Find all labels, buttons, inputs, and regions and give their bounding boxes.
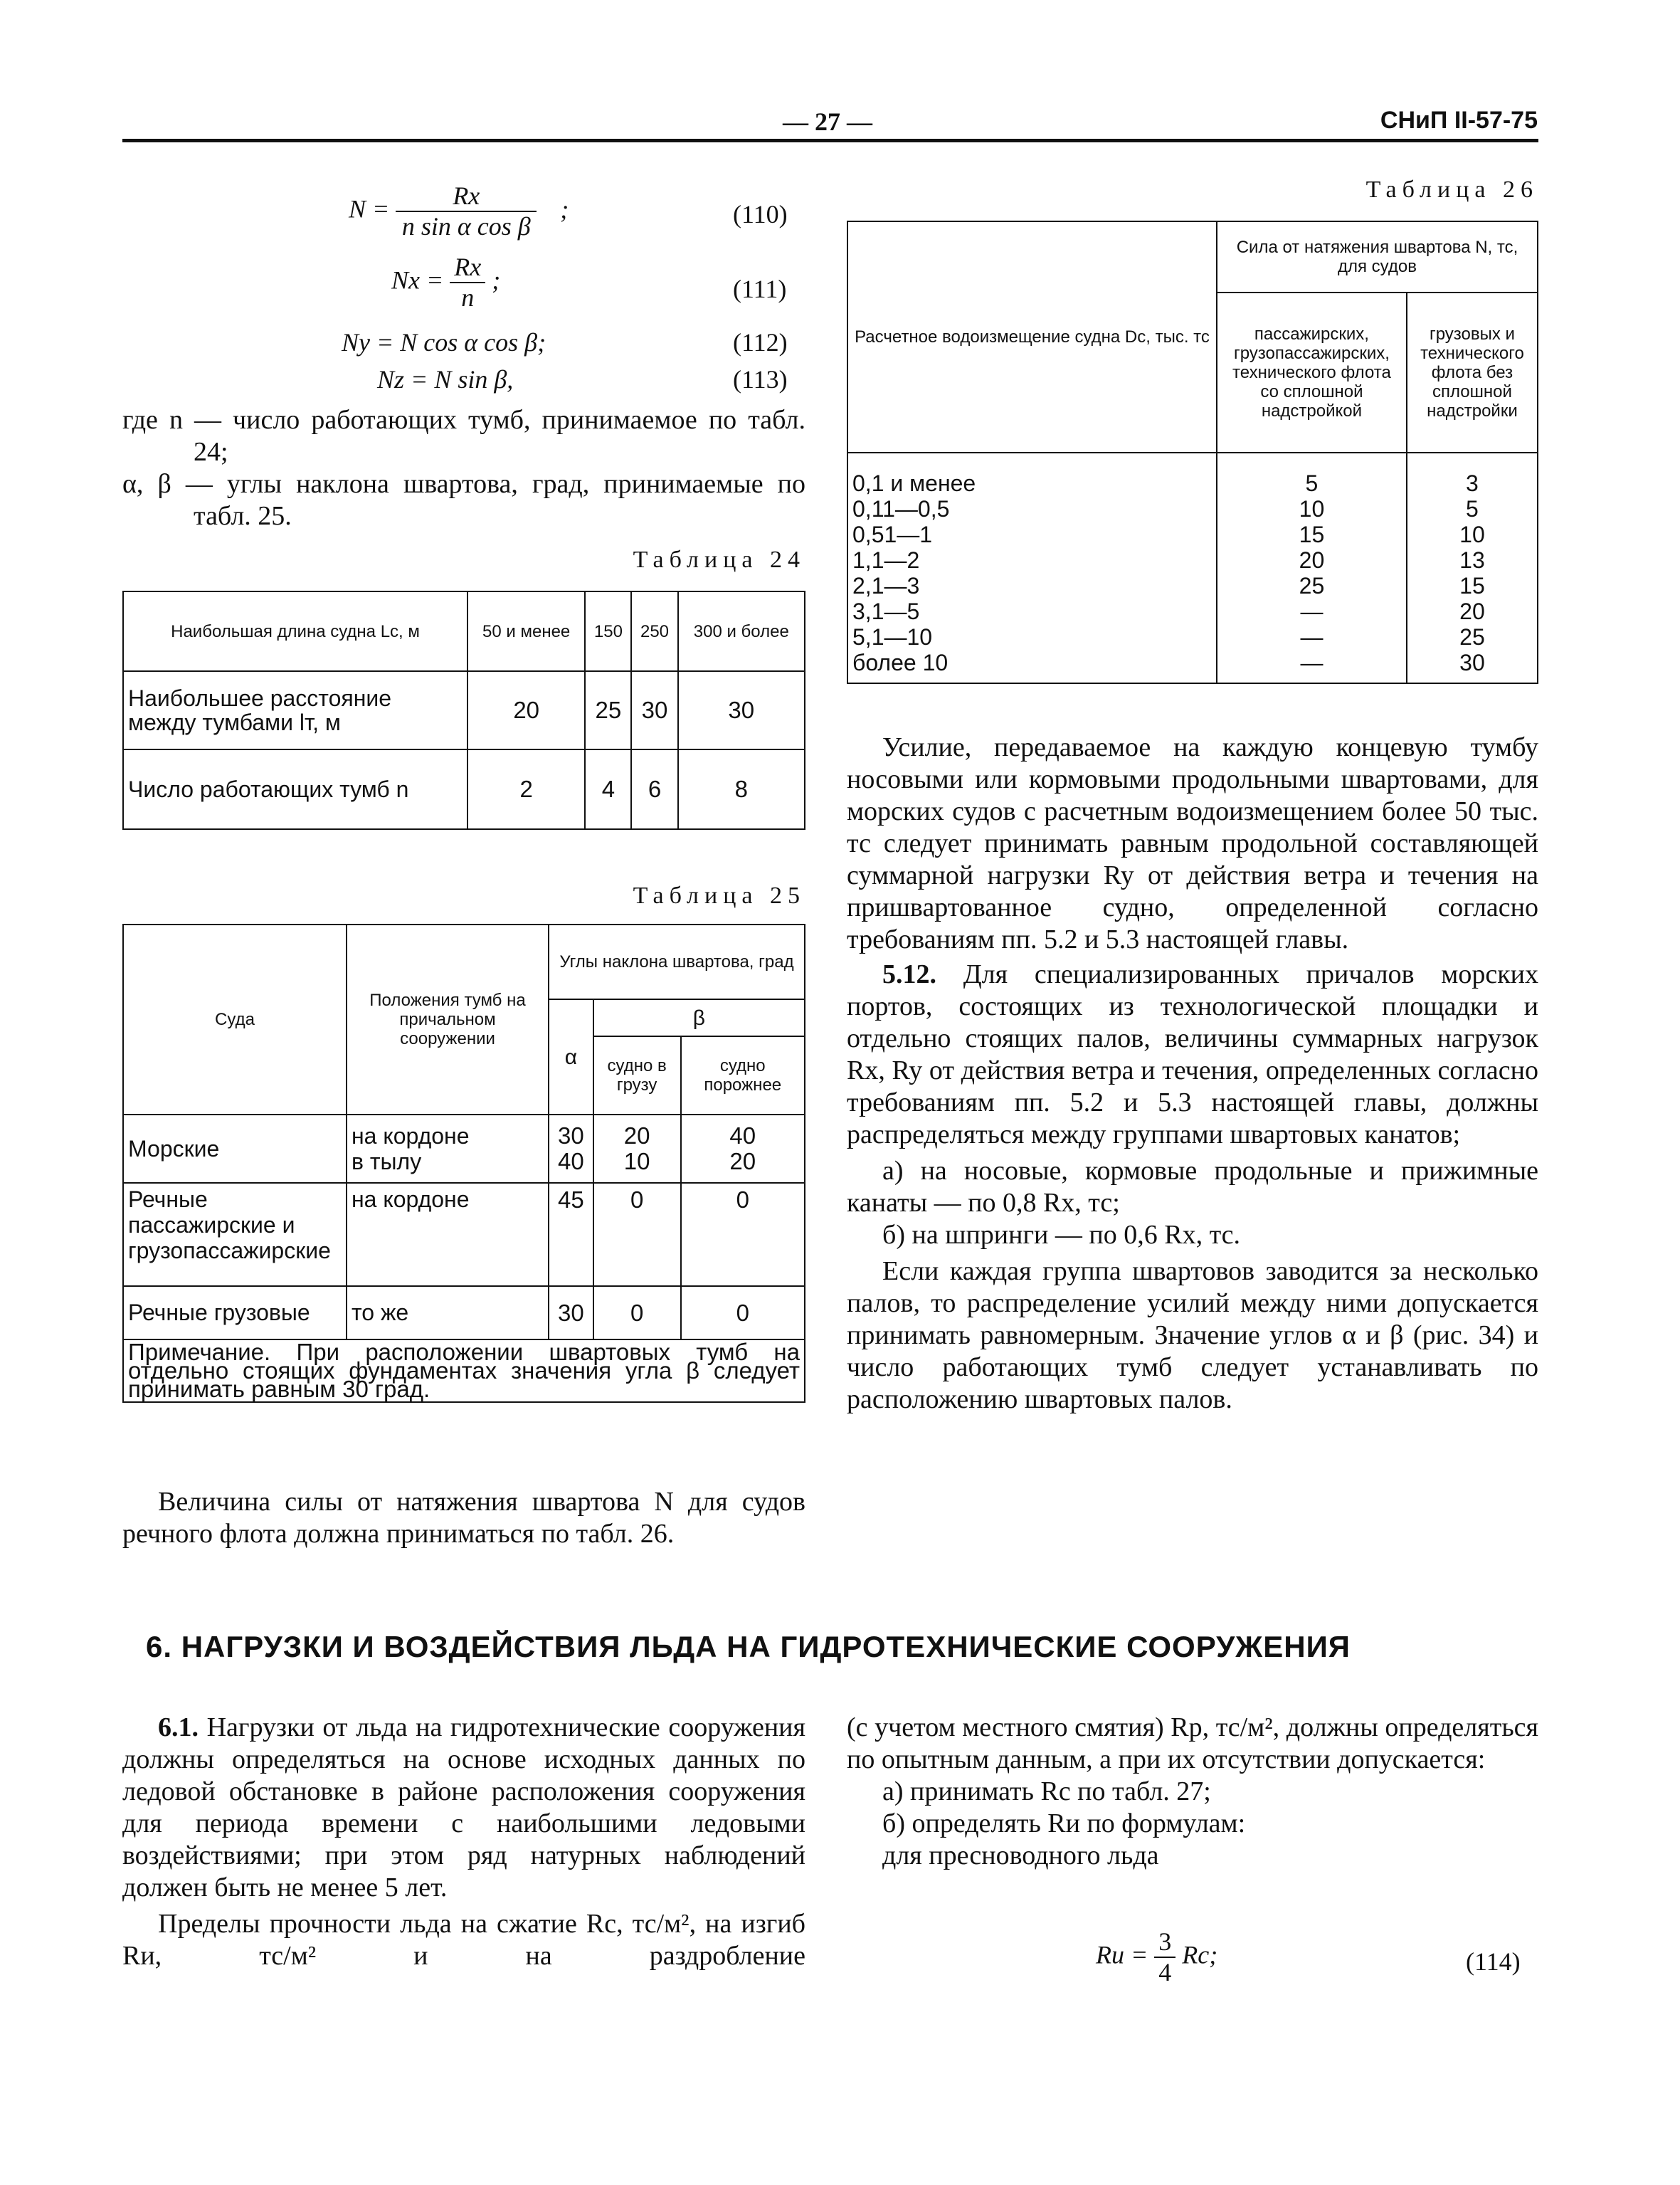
paragraph-5-12	[847, 959, 1538, 1151]
paragraph-ice-strength: Пределы прочности льда на сжатие Rс, тс/м², на изгиб Rи, тс/м² и на раздробление	[122, 1909, 805, 1971]
table26-cargo-column: 3 5 10 13 15 20 25 30	[1407, 453, 1538, 683]
table25-ship: Морские	[123, 1115, 347, 1183]
table-row	[123, 671, 805, 749]
formula-110-numerator: Rx	[396, 181, 537, 212]
paragraph-ice-crushing: (с учетом местного смятия) Rр, тс/м², должны определяться по опытным данным, а при их отсутствии допускается:	[847, 1712, 1538, 1774]
table25-caption: Таблица 25	[633, 883, 805, 909]
table24-header-cell: 300 и более	[678, 591, 805, 671]
table25-alpha: 30	[549, 1286, 593, 1339]
table24-row-label: Наибольшее расстояние между тумбами lт, м	[123, 671, 467, 749]
formula-112: Ny = N cos α cos β;	[342, 328, 546, 357]
table25-header-ships: Суда	[123, 925, 347, 1115]
formula-114-rhs: Rс;	[1182, 1940, 1218, 1969]
table24-cell: 20	[467, 671, 585, 749]
table-row	[847, 453, 1538, 683]
list-item-b-formulas: б) определять Rи по формулам:	[882, 1808, 1246, 1838]
where-n-text: где n — число работающих тумб, принимаемое по табл. 24;	[122, 405, 805, 467]
formula-114-number: (114)	[1466, 1947, 1521, 1976]
paragraph-6-1-text: Нагрузки от льда на гидротехнические сооружения должны определяться на основе исходных данных по ледовой обстановке в районе расположения сооружения для периода времени с наибольшими ледовыми воздействиями; при этом ряд натурных наблюдений должен быть не менее 5 лет.	[122, 1712, 806, 1902]
table25-beta-loaded: 0	[593, 1286, 681, 1339]
paragraph-5-12-text: Для специализированных причалов морских портов, состоящих из технологической площадки и отдельно стоящих палов, величины суммарных нагрузок Rx, Ry от действия ветра и течения, определенных согласно требованиям пп. 5.2 и 5.3 настоящей главы, должны распределяться между группами швартовых канатов;	[847, 959, 1538, 1149]
paragraph-5-12-number: 5.12.	[882, 959, 936, 989]
table25-header-position: Положения тумб на причальном сооружении	[347, 925, 549, 1115]
table26-displacement-column: 0,1 и менее 0,11—0,5 0,51—1 1,1—2 2,1—3 3,1—5 5,1—10 более 10	[847, 453, 1217, 683]
formula-113: Nz = N sin β,	[377, 365, 514, 394]
formula-114	[1096, 1927, 1217, 1988]
paragraph-6-1-number: 6.1.	[158, 1712, 199, 1742]
formula-110-tail: ;	[560, 194, 569, 223]
table26-header-passenger: пассажирских, грузопассажирских, технического флота со сплошной надстройкой	[1217, 293, 1407, 453]
table24-header-cell: 250	[631, 591, 677, 671]
table25-beta-empty: 0	[681, 1286, 805, 1339]
table25-beta-empty: 0	[681, 1183, 805, 1286]
table-row	[123, 1183, 805, 1286]
list-item-b: б) на шпринги — по 0,6 Rx, тс.	[882, 1220, 1240, 1250]
table24-cell: 30	[631, 671, 677, 749]
section-6-right-column	[847, 1712, 1538, 1872]
table25-alpha: 45	[549, 1183, 593, 1286]
formula-111-lhs: Nx =	[391, 265, 444, 295]
table25-alpha: 30 40	[549, 1115, 593, 1183]
table24-header-cell: Наибольшая длина судна Lс, м	[123, 591, 467, 671]
table26-caption: Таблица 26	[1365, 177, 1538, 203]
formula-114-fraction	[1154, 1927, 1176, 1988]
document-code: СНиП II-57-75	[1380, 107, 1538, 134]
table26-header-row-1	[847, 221, 1538, 293]
formula-110-number: (110)	[733, 200, 788, 228]
table24-cell: 25	[585, 671, 631, 749]
formula-112-number: (112)	[733, 328, 788, 357]
table-row	[123, 749, 805, 829]
section-6-title: 6. НАГРУЗКИ И ВОЗДЕЙСТВИЯ ЛЬДА НА ГИДРОТЕХНИЧЕСКИЕ СООРУЖЕНИЯ	[146, 1630, 1351, 1663]
table24-cell: 2	[467, 749, 585, 829]
table25-note-row	[123, 1339, 805, 1402]
formula-110-denominator: n sin α cos β	[401, 212, 531, 241]
formula-114-numerator: 3	[1154, 1927, 1176, 1958]
table26-header-cargo: грузовых и технического флота без сплошной надстройки	[1407, 293, 1538, 453]
right-column-text	[847, 732, 1538, 1416]
table25-position: на кордоне	[347, 1183, 549, 1286]
table24-cell: 6	[631, 749, 677, 829]
table25-position: то же	[347, 1286, 549, 1339]
table25-header-angles: Углы наклона швартова, град	[549, 925, 805, 999]
paragraph-6-1	[122, 1712, 805, 1904]
formula-111-denominator: n	[461, 283, 475, 312]
table25-note: Примечание. При расположении швартовых тумб на отдельно стоящих фундаментах значения угла β следует принимать равным 30 град.	[123, 1339, 805, 1402]
table25-ship: Речные пассажирские и грузопассажирские	[123, 1183, 347, 1286]
table25-header-beta: β	[593, 999, 805, 1036]
section-6-left-column	[122, 1712, 805, 1972]
table-row	[123, 1115, 805, 1183]
list-item-a-table27: а) принимать Rс по табл. 27;	[882, 1776, 1211, 1806]
formula-110-lhs: N =	[349, 194, 390, 223]
table25-beta-empty: 40 20	[681, 1115, 805, 1183]
table25-header-row-1	[123, 925, 805, 999]
table26-passenger-column: 5 10 15 20 25 — — —	[1217, 453, 1407, 683]
formula-110	[349, 181, 569, 242]
formula-114-denominator: 4	[1158, 1958, 1172, 1987]
table24-cell: 4	[585, 749, 631, 829]
formula-114-lhs: Rи =	[1096, 1940, 1148, 1969]
left-paragraph-river-fleet: Величина силы от натяжения швартова N для судов речного флота должна приниматься по табл. 26.	[122, 1487, 805, 1549]
table26	[847, 221, 1538, 684]
where-alpha-beta-text: α, β — углы наклона швартова, град, принимаемые по табл. 25.	[122, 469, 805, 531]
table24-row-label: Число работающих тумб n	[123, 749, 467, 829]
formula-113-number: (113)	[733, 365, 788, 394]
table25-beta-loaded: 20 10	[593, 1115, 681, 1183]
table24-header-cell: 150	[585, 591, 631, 671]
table26-header-force: Сила от натяжения швартова N, тс, для судов	[1217, 221, 1538, 293]
table24-cell: 8	[678, 749, 805, 829]
table25-header-loaded: судно в грузу	[593, 1036, 681, 1115]
right-paragraph-distribution: Если каждая группа швартовов заводится за несколько палов, то распределение усилий между ними допускается принимать равномерным. Значение углов α и β (рис. 34) и число работающих тумб следует устанавливать по расположению швартовых палов.	[847, 1256, 1538, 1414]
formula-111-number: (111)	[733, 275, 787, 303]
formula-111-tail: ;	[492, 265, 501, 295]
table-row	[123, 1286, 805, 1339]
table25-ship: Речные грузовые	[123, 1286, 347, 1339]
table25-beta-loaded: 0	[593, 1183, 681, 1286]
right-paragraph-forces: Усилие, передаваемое на каждую концевую тумбу носовыми или кормовыми продольными швартовами, для морских судов с расчетным водоизмещением более 50 тыс. тс следует принимать равным продольной составляющей суммарной нагрузки Ry от действия ветра и течения на пришвартованное судно, определенной согласно требованиям пп. 5.2 и 5.3 настоящей главы.	[847, 732, 1538, 954]
list-item-a: а) на носовые, кормовые продольные и прижимные канаты — по 0,8 Rx, тс;	[847, 1156, 1538, 1218]
table25-header-alpha: α	[549, 999, 593, 1115]
table26-header-displacement: Расчетное водоизмещение судна Dс, тыс. тс	[847, 221, 1217, 453]
table25-position: на кордоне в тылу	[347, 1115, 549, 1183]
table24-caption: Таблица 24	[633, 547, 805, 573]
formula-110-fraction	[396, 181, 537, 242]
table25	[122, 924, 805, 1403]
formula-111-fraction	[450, 253, 485, 313]
table24-header-cell: 50 и менее	[467, 591, 585, 671]
page-number: — 27 —	[783, 107, 872, 136]
formula-111-numerator: Rx	[450, 253, 485, 283]
header-rule	[122, 139, 1538, 142]
table25-header-empty: судно порожнее	[681, 1036, 805, 1115]
formula-111	[391, 253, 500, 313]
freshwater-ice-label: для пресноводного льда	[882, 1841, 1159, 1870]
table24-cell: 30	[678, 671, 805, 749]
table24	[122, 591, 805, 830]
table24-header-row	[123, 591, 805, 671]
